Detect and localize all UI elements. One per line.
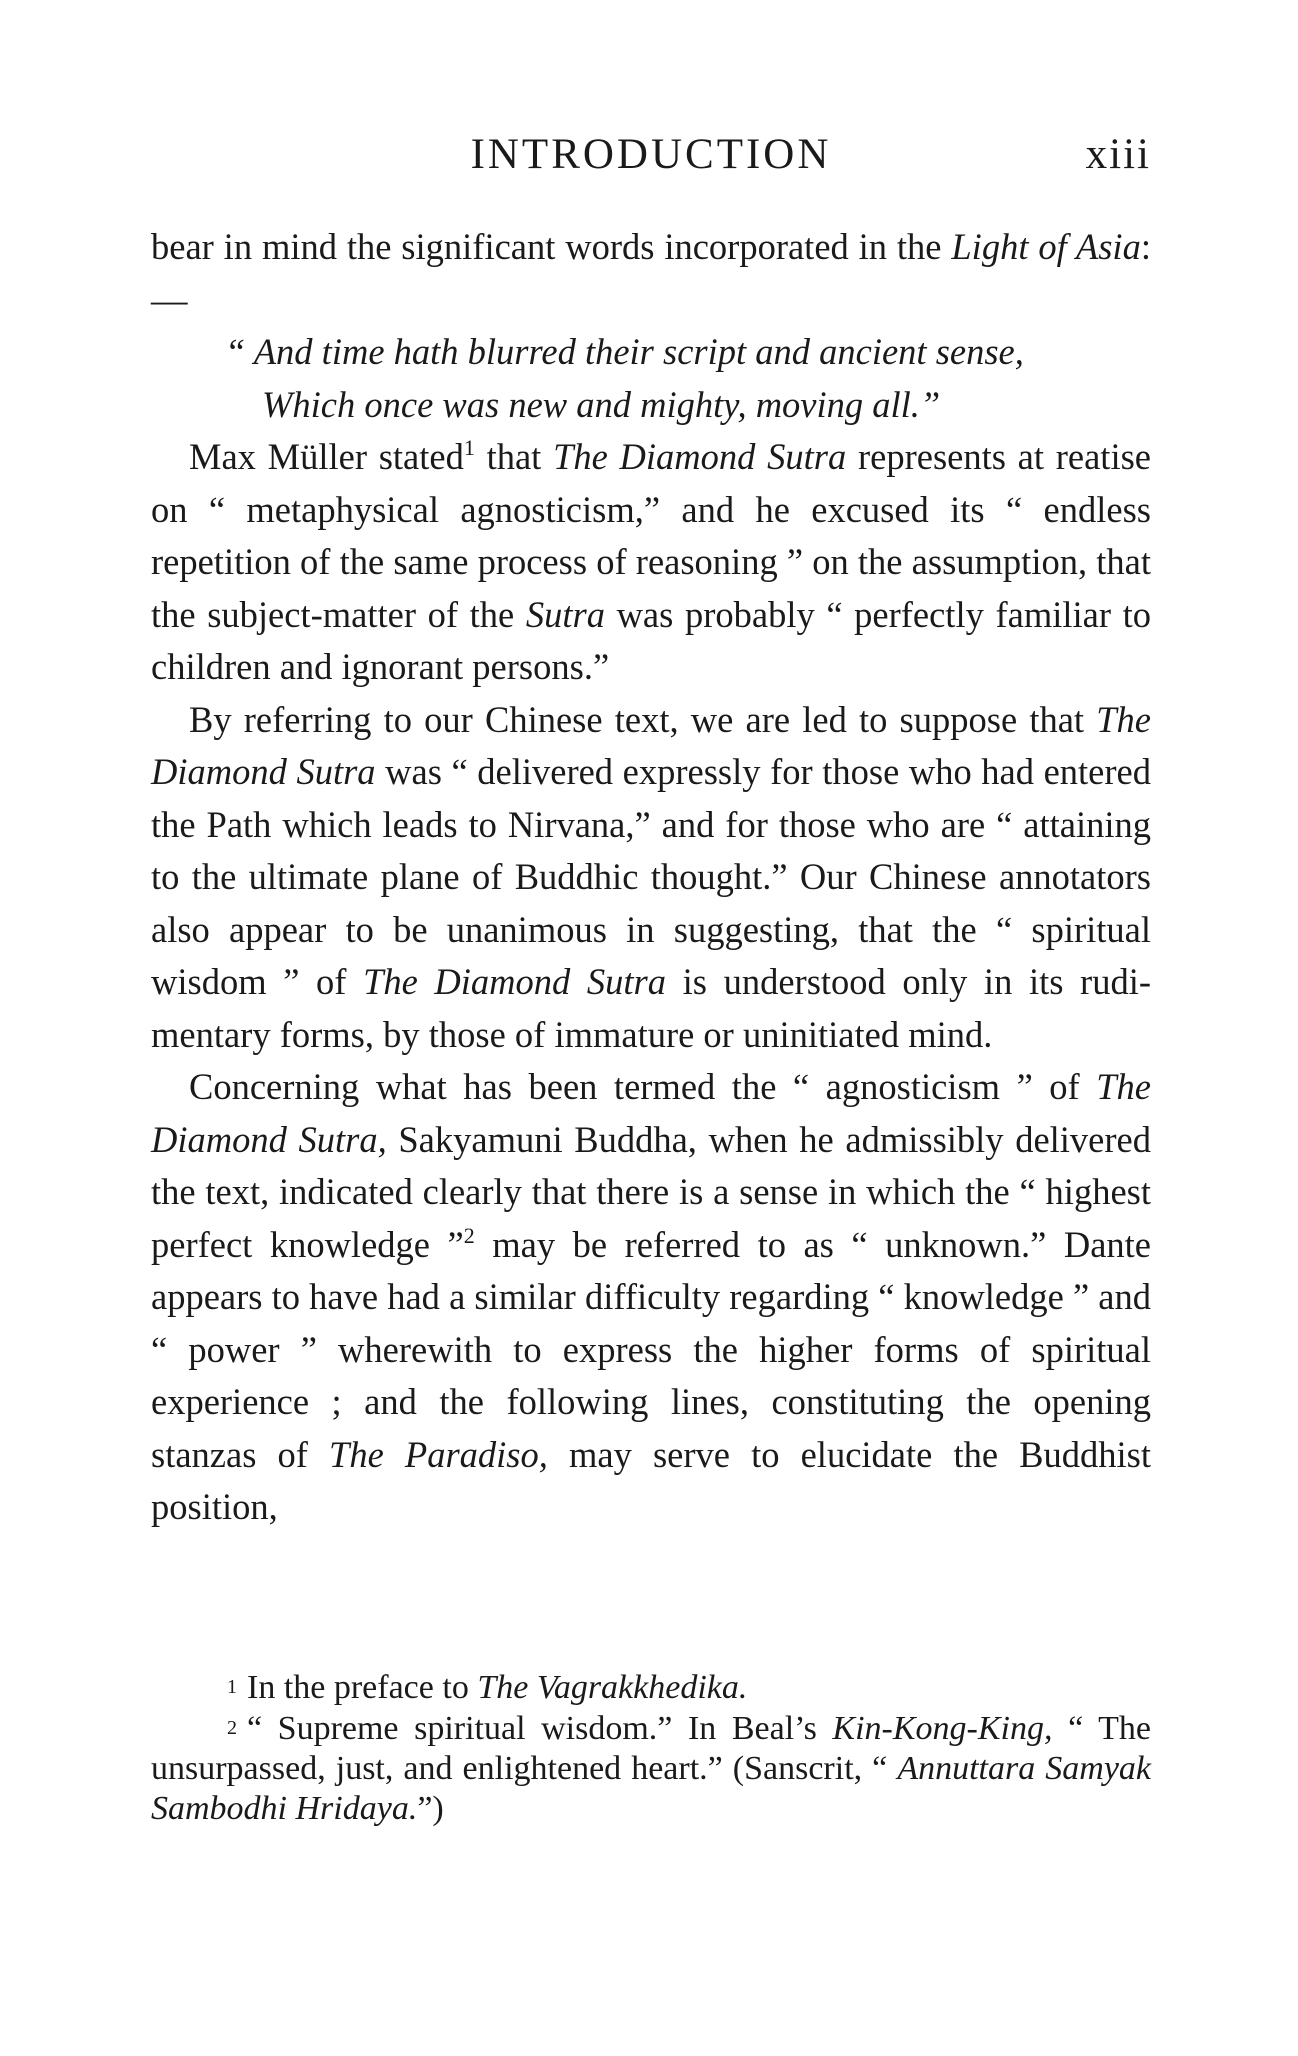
footnote-marker: 1	[227, 1676, 237, 1698]
paragraph-text: that	[474, 436, 554, 477]
paragraph-text: Sakyamuni Buddha, when he admissibly delivered the text, indicated clearly that there is a sense in which the “ highest perfect knowledge ”	[151, 1118, 1151, 1265]
footnotes	[151, 1667, 1151, 1829]
paragraph-text: Concerning what has been termed the “ agnosticism ” of	[189, 1066, 1097, 1107]
paragraph-4	[151, 1061, 1151, 1534]
footnote-text: In the preface to	[247, 1669, 478, 1706]
paragraph-text: is understood only in its rudi-mentary forms, by those of immature or uninitiated mind.	[151, 961, 1151, 1055]
verse-quotation	[151, 326, 1151, 431]
footnote-1	[151, 1667, 1151, 1708]
footnote-text: ”)	[417, 1790, 444, 1827]
book-title: The Diamond Sutra	[553, 436, 847, 477]
paragraph-2	[151, 431, 1151, 694]
footnote-text: “ Supreme spiritual wisdom.” In Beal’s	[247, 1710, 833, 1747]
book-title: Annuttara Samyak Sambodhi Hridaya.	[151, 1750, 1151, 1827]
paragraph-text: bear in mind the significant words incorporated in the	[151, 226, 952, 267]
verse-line-2: Which once was new and mighty, moving all.”	[262, 383, 941, 425]
book-title: The Paradiso,	[329, 1433, 548, 1475]
paragraph-text: may serve to elucidate the Buddhist position,	[151, 1433, 1151, 1527]
page-number: xiii	[1085, 131, 1151, 178]
paragraph-1	[151, 221, 1151, 326]
paragraph-text: Max Müller stated	[189, 436, 464, 477]
page-header	[151, 128, 1151, 182]
paragraph-text: may be referred to as “ unknown.” Dante appears to have had a similar difficulty regarding “ knowledge ” and “ power ” wherewith to express the higher forms of spiritual experience ; and the following lines, constituting the opening stanzas of	[151, 1223, 1151, 1475]
book-title: Kin-Kong-King,	[832, 1710, 1053, 1747]
paragraph-text: was probably “ perfectly familiar to children and ignorant persons.”	[151, 593, 1151, 687]
footnote-text: “ The unsurpassed, just, and enlightened heart.” (Sanscrit, “	[151, 1710, 1151, 1787]
book-title: Light of Asia	[951, 226, 1141, 267]
running-title: INTRODUCTION	[470, 131, 832, 178]
verse-line-1: “ And time hath blurred their script and ancient sense,	[225, 331, 1024, 372]
book-title: Sutra	[525, 593, 605, 635]
book-title: The Diamond Sutra	[363, 961, 667, 1002]
book-title: The Vagrakkhedika.	[477, 1669, 748, 1706]
footnote-reference: 2	[463, 1222, 475, 1248]
body-text	[151, 221, 1151, 1534]
paragraph-text: By referring to our Chinese text, we are led to suppose that	[189, 698, 1097, 740]
footnote-2	[151, 1708, 1151, 1829]
paragraph-text: represents at reatise on “ metaphysical agnosticism,” and he excused its “ endless repetition of the same process of reasoning ” on the assumption, that the subject-matter of the	[151, 436, 1151, 635]
paragraph-text: was “ delivered expressly for those who had entered the Path which leads to Nirvana,” and for those who are “ attaining to the ultimate plane of Buddhic thought.” Our Chinese annotators also appear to be unanimous in suggesting, that the “ spiritual wisdom ” of	[151, 751, 1151, 1002]
book-page	[151, 0, 1151, 2056]
book-title: The Diamond Sutra,	[151, 1066, 1151, 1160]
footnote-marker: 2	[227, 1717, 237, 1739]
book-title: The Diamond Sutra	[151, 698, 1151, 792]
footnote-reference: 1	[463, 435, 475, 460]
paragraph-text: :—	[151, 226, 1151, 320]
paragraph-3	[151, 694, 1151, 1062]
